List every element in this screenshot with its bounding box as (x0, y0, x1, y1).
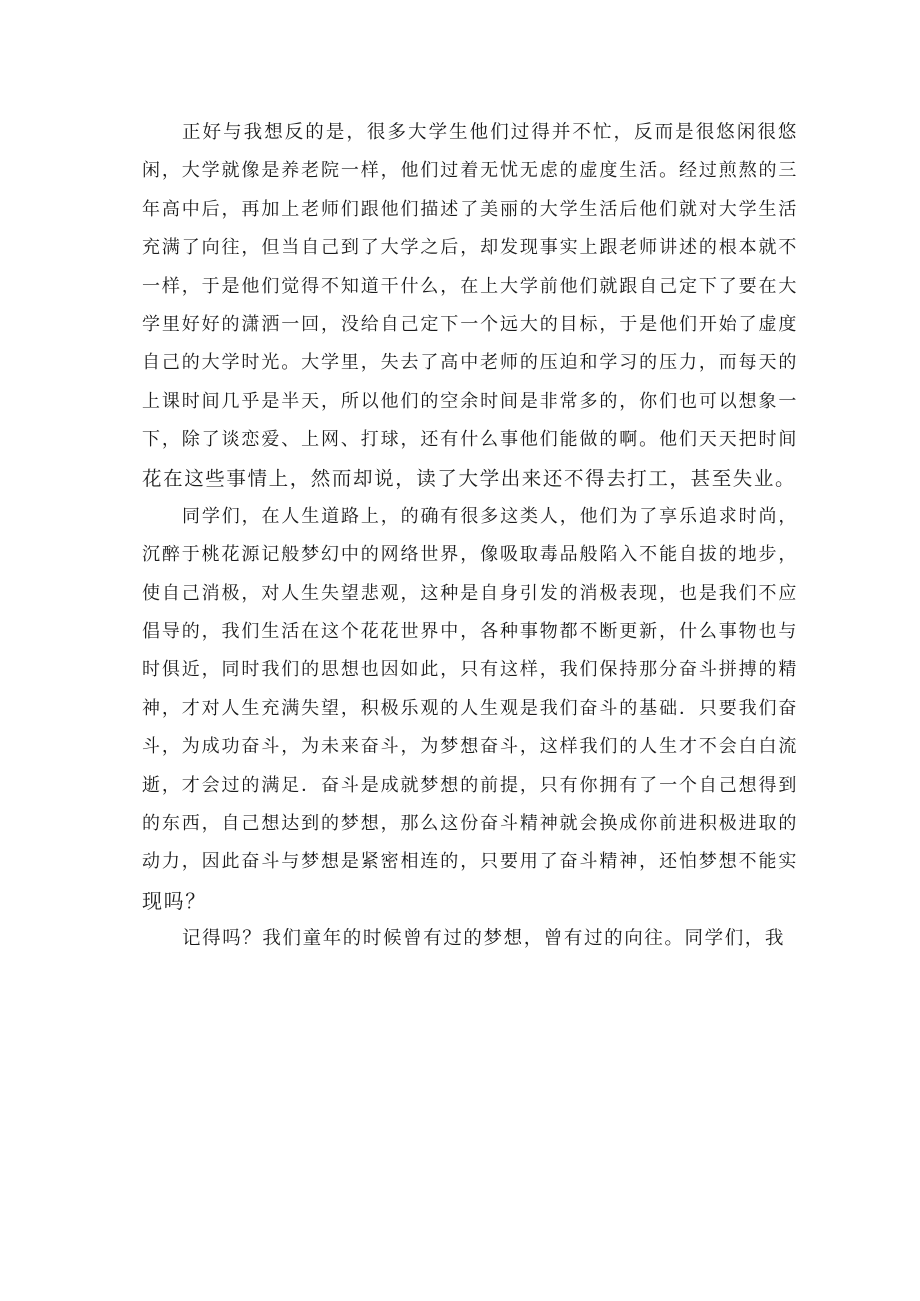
paragraph-2-line-7: 斗，为成功奋斗，为未来奋斗，为梦想奋斗，这样我们的人生才不会白白流 (142, 736, 798, 758)
paragraph-1-line-5: 一样，于是他们觉得不知道干什么，在上大学前他们就跟自己定下了要在大 (142, 275, 798, 297)
paragraph-1-line-1: 正好与我想反的是，很多大学生他们过得并不忙，反而是很悠闲很悠 (182, 122, 798, 143)
paragraph-2-line-5: 时俱近，同时我们的思想也因如此，只有这样，我们保持那分奋斗拼搏的精 (142, 659, 798, 681)
paragraph-2-line-4: 倡导的，我们生活在这个花花世界中，各种事物都不断更新，什么事物也与 (142, 621, 798, 643)
paragraph-3-line-1: 记得吗？我们童年的时候曾有过的梦想，曾有过的向往。同学们，我 (182, 928, 786, 950)
paragraph-1-line-2: 闲，大学就像是养老院一样，他们过着无忧无虑的虚度生活。经过煎熬的三 (142, 160, 798, 182)
paragraph-1-line-8: 上课时间几乎是半天，所以他们的空余时间是非常多的，你们也可以想象一 (142, 390, 798, 412)
paragraph-2-line-1: 同学们，在人生道路上，的确有很多这类人，他们为了享乐追求时尚， (182, 505, 798, 527)
paragraph-2-line-11: 现吗？ (142, 888, 207, 913)
paragraph-1-line-3: 年高中后，再加上老师们跟他们描述了美丽的大学生活后他们就对大学生活 (142, 198, 798, 220)
paragraph-1-line-10: 花在这些事情上，然而却说，读了大学出来还不得去打工，甚至失业。 (142, 466, 797, 490)
paragraph-2-line-6: 神，才对人生充满失望，积极乐观的人生观是我们奋斗的基础．只要我们奋 (142, 697, 798, 719)
paragraph-2-line-9: 的东西，自己想达到的梦想，那么这份奋斗精神就会换成你前进积极进取的 (142, 813, 798, 835)
paragraph-1-line-6: 学里好好的潇洒一回，没给自己定下一个远大的目标，于是他们开始了虚度 (142, 313, 798, 335)
document-body (142, 114, 798, 959)
paragraph-2-line-8: 逝，才会过的满足．奋斗是成就梦想的前提，只有你拥有了一个自己想得到 (142, 774, 798, 796)
paragraph-1-line-9: 下，除了谈恋爱、上网、打球，还有什么事他们能做的啊。他们天天把时间 (142, 429, 798, 451)
paragraph-1-line-7: 自己的大学时光。大学里，失去了高中老师的压迫和学习的压力，而每天的 (142, 352, 798, 374)
paragraph-2-line-3: 使自己消极，对人生失望悲观，这种是自身引发的消极表现，也是我们不应 (142, 582, 798, 604)
paragraph-2-line-2: 沉醉于桃花源记般梦幻中的网络世界，像吸取毒品般陷入不能自拔的地步， (142, 544, 798, 566)
paragraph-1-line-4: 充满了向往，但当自己到了大学之后，却发现事实上跟老师讲述的根本就不 (142, 237, 798, 259)
paragraph-2-line-10: 动力，因此奋斗与梦想是紧密相连的，只要用了奋斗精神，还怕梦想不能实 (142, 851, 798, 873)
